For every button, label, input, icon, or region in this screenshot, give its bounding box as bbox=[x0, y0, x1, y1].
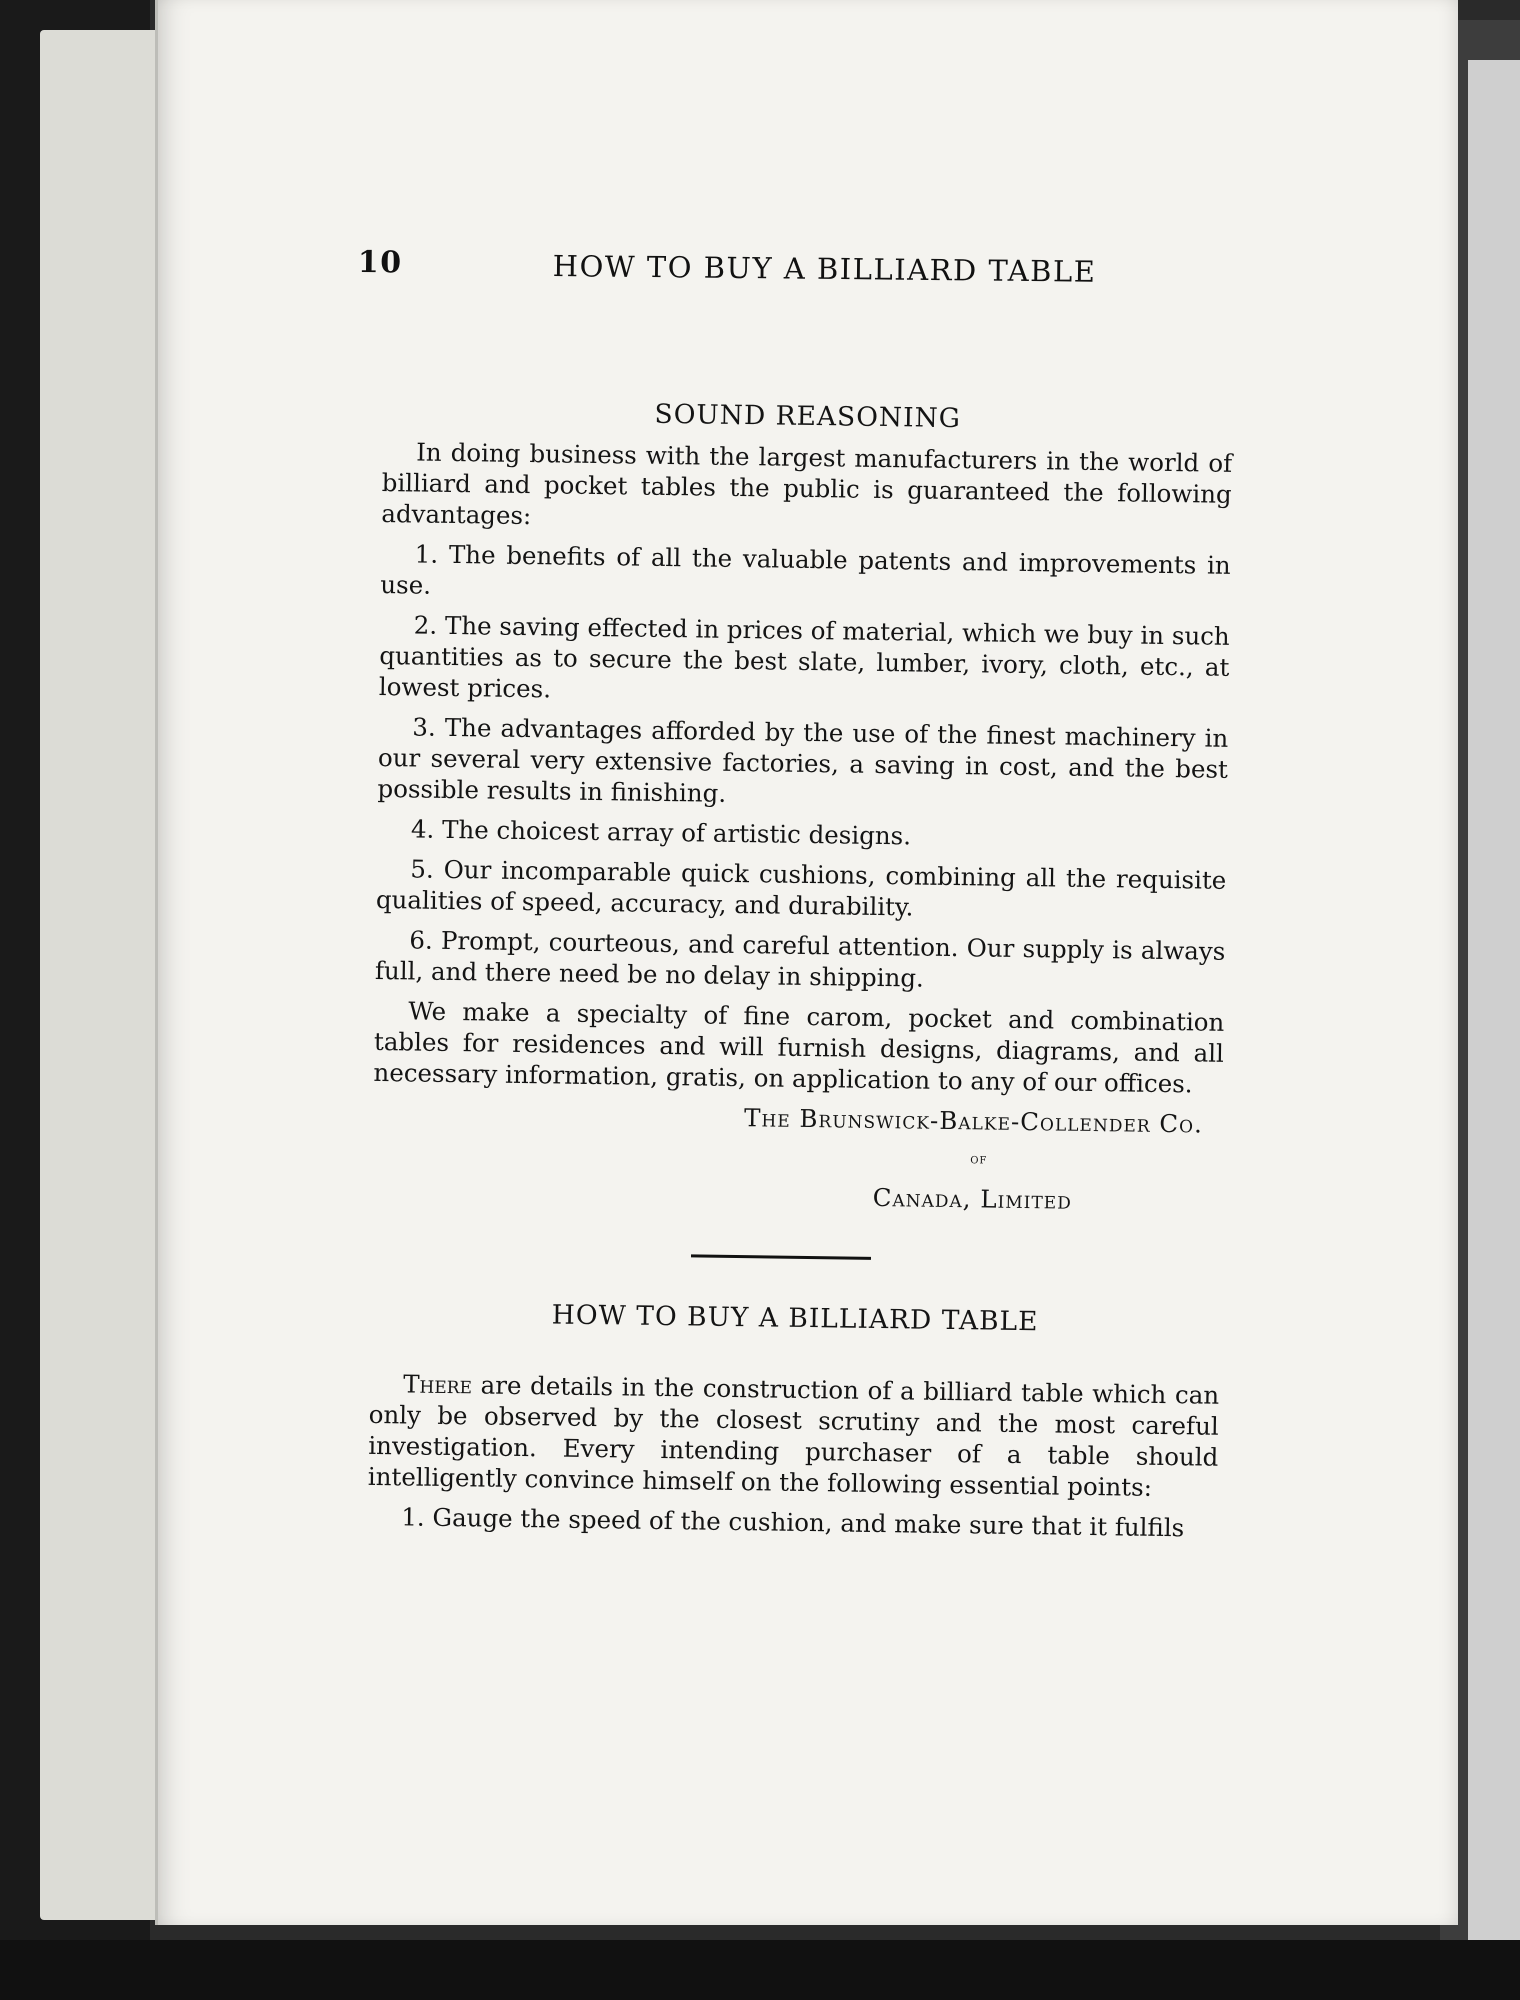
paragraph-text: are details in the construction of a billiard table which can only be observed by the closest scrutiny and the most careful investigation. Every intending purchaser of a table should intelligently convince himself on the following essential points: bbox=[367, 1370, 1220, 1502]
next-page-edge bbox=[1468, 60, 1520, 1960]
intro-paragraph: In doing business with the largest manufacturers in the world of billiard and pocket tables the public is guaranteed the following advantages: bbox=[381, 437, 1233, 531]
section-divider bbox=[691, 1254, 871, 1260]
advantage-item-5: 5. Our incomparable quick cushions, combining all the requisite qualities of speed, accuracy, and durability. bbox=[375, 854, 1227, 922]
book-page bbox=[155, 0, 1458, 1925]
advantage-item-1: 1. The benefits of all the valuable patents and improvements in use. bbox=[380, 539, 1231, 600]
signature-company: The Brunswick-Balke-Collender Co. bbox=[743, 1103, 1204, 1139]
how-to-buy-paragraph bbox=[368, 1368, 1220, 1504]
advantage-item-2: 2. The saving effected in prices of material, which we buy in such quantities as to secure the best slate, lumber, ivory, cloth, etc., at lowest prices. bbox=[378, 610, 1230, 704]
advantage-item-6: 6. Prompt, courteous, and careful attention. Our supply is always full, and there need be no delay in shipping. bbox=[374, 925, 1226, 993]
point-item-1: 1. Gauge the speed of the cushion, and make sure that it fulfils bbox=[401, 1502, 1185, 1543]
advantage-item-3: 3. The advantages afforded by the use of the finest machinery in our several very extensive factories, a saving in cost, and the best possible results in finishing. bbox=[377, 712, 1229, 808]
lead-word: There bbox=[402, 1369, 473, 1400]
advantage-item-4: 4. The choicest array of artistic designs. bbox=[410, 814, 912, 851]
closing-paragraph: We make a specialty of fine carom, pocket and combination tables for residences and will furnish designs, diagrams, and all necessary information, gratis, on application to any of our offices. bbox=[373, 996, 1225, 1099]
page-number: 10 bbox=[357, 245, 403, 281]
section-title-how-to-buy: HOW TO BUY A BILLIARD TABLE bbox=[551, 1299, 1039, 1338]
scan-bottom-edge bbox=[0, 1940, 1520, 2000]
page-header bbox=[357, 245, 1278, 289]
section-title-sound-reasoning: SOUND REASONING bbox=[654, 398, 962, 435]
signature-of: of bbox=[970, 1151, 988, 1168]
signature-location: Canada, Limited bbox=[872, 1182, 1073, 1215]
running-title: HOW TO BUY A BILLIARD TABLE bbox=[552, 249, 1097, 289]
page-body bbox=[367, 395, 1233, 1553]
